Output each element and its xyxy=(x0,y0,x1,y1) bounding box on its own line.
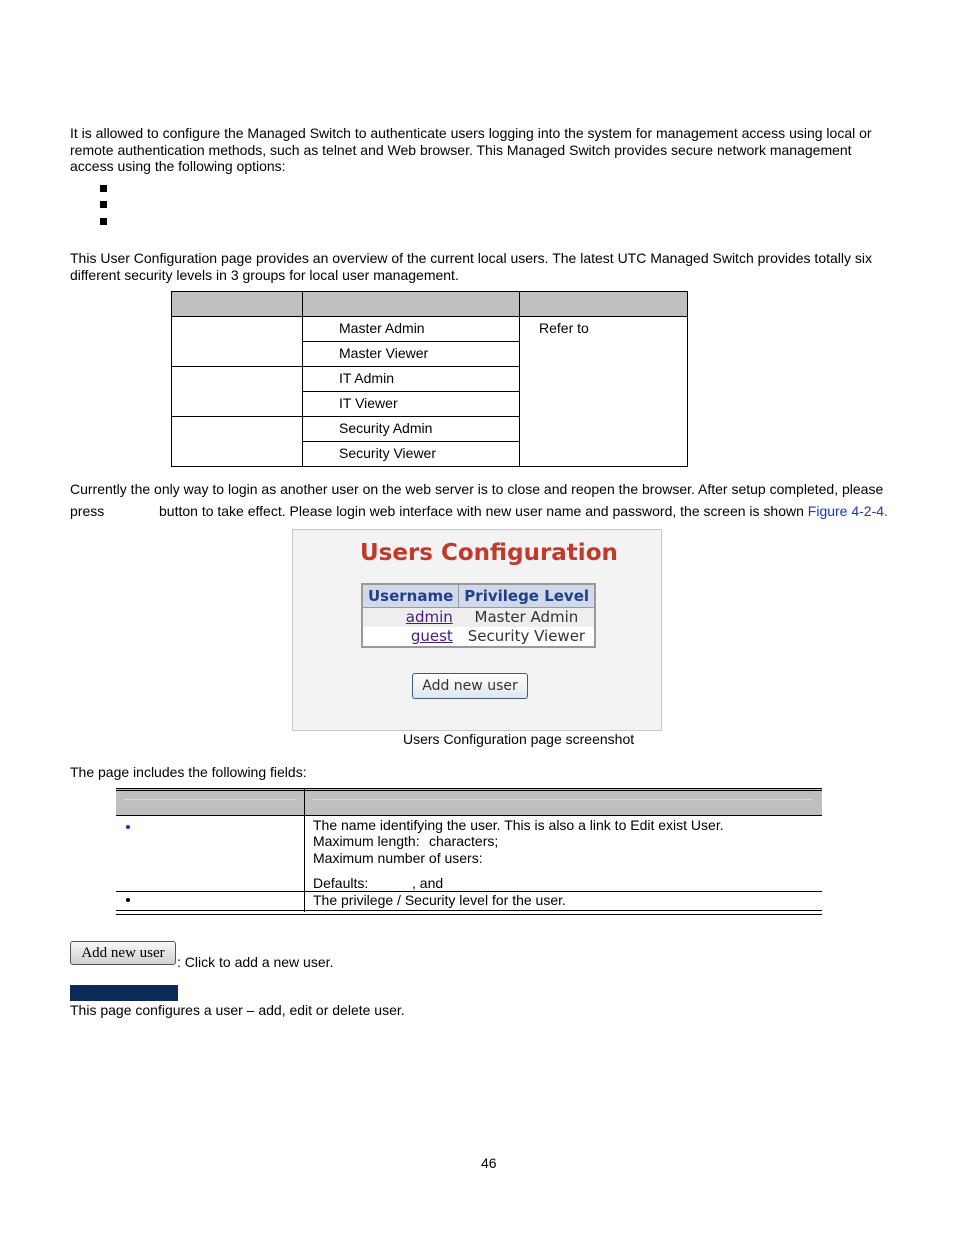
reference-cell: Refer to xyxy=(520,317,688,467)
header-cell xyxy=(172,292,303,317)
level-cell: Security Viewer xyxy=(303,442,520,467)
privilege-description: The privilege / Security level for the user. xyxy=(313,892,566,908)
header-cell xyxy=(520,292,688,317)
username-header: Username xyxy=(362,584,459,608)
privilege-header: Privilege Level xyxy=(459,584,595,608)
level-cell: IT Admin xyxy=(303,367,520,392)
screenshot-caption: Users Configuration page screenshot xyxy=(403,731,635,747)
header-cell xyxy=(124,799,297,812)
level-cell: Security Admin xyxy=(303,417,520,442)
group-cell xyxy=(172,367,303,417)
group-cell xyxy=(172,317,303,367)
table-bottom-border xyxy=(116,910,822,915)
overview-paragraph: This User Configuration page provides an overview of the current local users. The latest UTC Managed Switch provides totally six different security levels in 3 groups for local user management. xyxy=(70,250,873,283)
privilege-level: Master Admin xyxy=(459,608,595,628)
max-length-label: Maximum length: xyxy=(313,833,420,849)
figure-link[interactable]: Figure 4-2-4. xyxy=(807,503,888,519)
section-heading-bar xyxy=(70,985,178,1001)
bullet-dot-icon xyxy=(126,825,130,829)
config-note: This page configures a user – add, edit or delete user. xyxy=(70,1002,405,1018)
max-users-label: Maximum number of users: xyxy=(313,850,483,866)
column-divider xyxy=(304,788,305,912)
group-cell xyxy=(172,417,303,467)
table-row xyxy=(172,317,688,342)
add-new-user-button[interactable]: Add new user xyxy=(70,941,176,965)
header-cell xyxy=(303,292,520,317)
bullet-dot-icon xyxy=(126,898,130,902)
add-user-description: : Click to add a new user. xyxy=(177,954,334,970)
header-cell xyxy=(312,799,812,812)
characters-label: characters; xyxy=(429,833,499,849)
table-row xyxy=(362,608,595,628)
fields-intro: The page includes the following fields: xyxy=(70,764,307,780)
login-note-line2 xyxy=(159,503,939,520)
add-new-user-button[interactable]: Add new user xyxy=(412,673,528,699)
bullet-square-icon xyxy=(100,218,107,225)
users-table-header xyxy=(362,584,595,608)
level-cell: Master Viewer xyxy=(303,342,520,367)
table-header-row xyxy=(172,292,688,317)
table-row xyxy=(362,627,595,647)
fields-table-header xyxy=(116,788,822,816)
privilege-levels-table xyxy=(171,291,688,467)
level-cell: IT Viewer xyxy=(303,392,520,417)
username-link[interactable]: admin xyxy=(362,608,459,628)
users-configuration-screenshot xyxy=(292,529,662,731)
login-note-text: button to take effect. Please login web interface with new user name and password, the screen is shown xyxy=(159,503,804,519)
privilege-level: Security Viewer xyxy=(467,627,586,645)
username-link[interactable]: guest xyxy=(410,627,453,645)
level-cell: Master Admin xyxy=(303,317,520,342)
username-description: The name identifying the user. This is also a link to Edit exist User. xyxy=(313,817,724,833)
defaults-and: , and xyxy=(412,875,444,891)
screenshot-title: Users Configuration xyxy=(360,540,618,566)
bullet-square-icon xyxy=(100,185,107,192)
users-table xyxy=(361,583,596,648)
login-note-press: press xyxy=(70,503,105,519)
page-number: 46 xyxy=(481,1155,497,1171)
intro-paragraph: It is allowed to configure the Managed Switch to authenticate users logging into the system for management access using local or remote authentication methods, such as telnet and Web browser. This Managed Switch provides secure network management access using the following options: xyxy=(70,125,872,174)
login-note-line1: Currently the only way to login as another user on the web server is to close and reopen the browser. After setup completed, please xyxy=(70,481,884,497)
defaults-label: Defaults: xyxy=(313,875,369,891)
bullet-square-icon xyxy=(100,201,107,208)
